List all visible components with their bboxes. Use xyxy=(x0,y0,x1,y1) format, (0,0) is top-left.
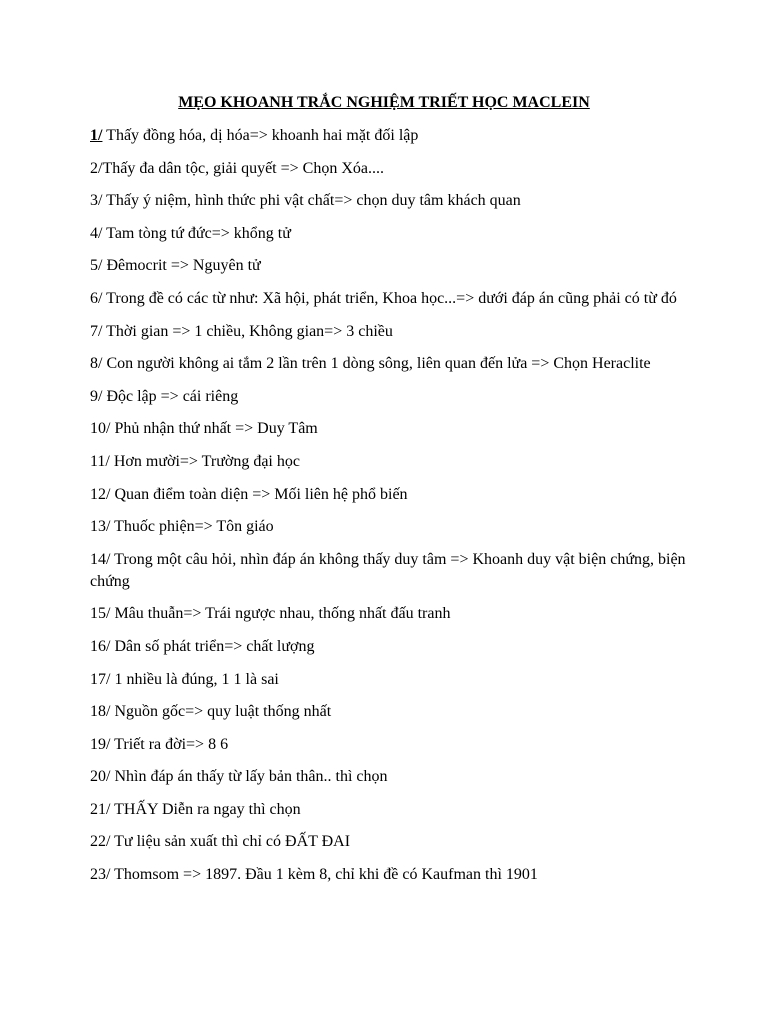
list-item: 4/ Tam tòng tứ đức=> khổng tử xyxy=(90,224,291,242)
item-number: 1/ xyxy=(90,127,103,144)
list-item: 18/ Nguồn gốc=> quy luật thống nhất xyxy=(90,703,332,721)
list-item: 3/ Thấy ý niệm, hình thức phi vật chất=> chọn duy tâm khách quan xyxy=(90,192,521,210)
list-item: 14/ Trong một câu hỏi, nhìn đáp án không thấy duy tâm => Khoanh duy vật biện chứng, biện chứng xyxy=(90,550,686,590)
list-item: 8/ Con người không ai tắm 2 lần trên 1 dòng sông, liên quan đến lửa => Chọn Heraclite xyxy=(90,355,651,373)
list-item: 10/ Phủ nhận thứ nhất => Duy Tâm xyxy=(90,420,318,438)
list-item: 13/ Thuốc phiện=> Tôn giáo xyxy=(90,518,274,536)
list-item: 6/ Trong đề có các từ như: Xã hội, phát triển, Khoa học...=> dưới đáp án cũng phải có từ đó xyxy=(90,289,677,307)
list-item: 5/ Đêmocrit => Nguyên tử xyxy=(90,257,261,275)
list-item: 20/ Nhìn đáp án thấy từ lấy bản thân.. thì chọn xyxy=(90,768,388,786)
list-item: 7/ Thời gian => 1 chiều, Không gian=> 3 chiều xyxy=(90,322,393,340)
list-item: 21/ THẤY Diễn ra ngay thì chọn xyxy=(90,800,301,818)
list-item: 22/ Tư liệu sản xuất thì chỉ có ĐẤT ĐAI xyxy=(90,833,351,851)
list-item: 9/ Độc lập => cái riêng xyxy=(90,387,239,405)
list-item: 11/ Hơn mười=> Trường đại học xyxy=(90,452,300,470)
list-item: 12/ Quan điểm toàn diện => Mối liên hệ phổ biến xyxy=(90,485,408,503)
list-item: 23/ Thomsom => 1897. Đầu 1 kèm 8, chỉ khi đề có Kaufman thì 1901 xyxy=(90,866,538,884)
list-item: 17/ 1 nhiều là đúng, 1 1 là sai xyxy=(90,670,279,688)
item-text: Thấy đồng hóa, dị hóa=> khoanh hai mặt đối lập xyxy=(102,127,419,144)
list-item: 16/ Dân số phát triển=> chất lượng xyxy=(90,637,315,655)
tips-list xyxy=(90,125,690,897)
list-item xyxy=(90,125,690,147)
document-title: MẸO KHOANH TRẮC NGHIỆM TRIẾT HỌC MACLEIN xyxy=(178,94,590,111)
list-item: 15/ Mâu thuẫn=> Trái ngược nhau, thống nhất đấu tranh xyxy=(90,605,451,623)
list-item: 2/Thấy đa dân tộc, giải quyết => Chọn Xóa.... xyxy=(90,159,384,177)
list-item: 19/ Triết ra đời=> 8 6 xyxy=(90,735,229,753)
